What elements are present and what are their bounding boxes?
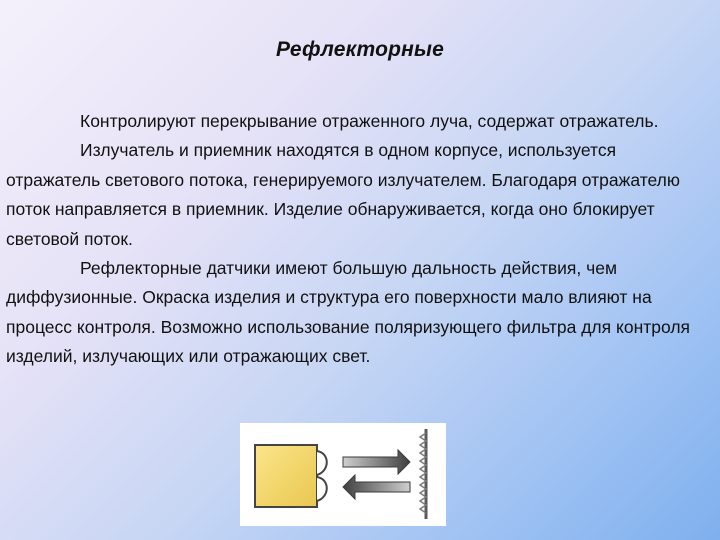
paragraph-2: Излучатель и приемник находятся в одном корпусе, используется отражатель светового потока, генерируемого излучателем. Благодаря отражателю поток направляется в приемник. Изделие обнаруживается, когда оно блокирует световой поток. — [6, 140, 680, 249]
slide-title: Рефлекторные — [275, 38, 445, 61]
paragraph-3: Рефлекторные датчики имеют большую дальность действия, чем диффузионные. Окраска изделия и структура его поверхности мало влияют на процесс контроля. Возможно использование поляризующего фильтра для контроля изделий, излучающих или отражающих свет. — [6, 258, 691, 367]
reflector-sensor-diagram — [240, 423, 446, 526]
reflected-beam-arrow-icon — [343, 475, 410, 499]
paragraph-1: Контролируют перекрывание отраженного луча, содержат отражатель. — [80, 111, 659, 131]
sensor-body-icon — [255, 445, 327, 507]
emitted-beam-arrow-icon — [343, 450, 410, 474]
reflector-icon — [420, 429, 426, 519]
slide-body — [6, 107, 710, 372]
